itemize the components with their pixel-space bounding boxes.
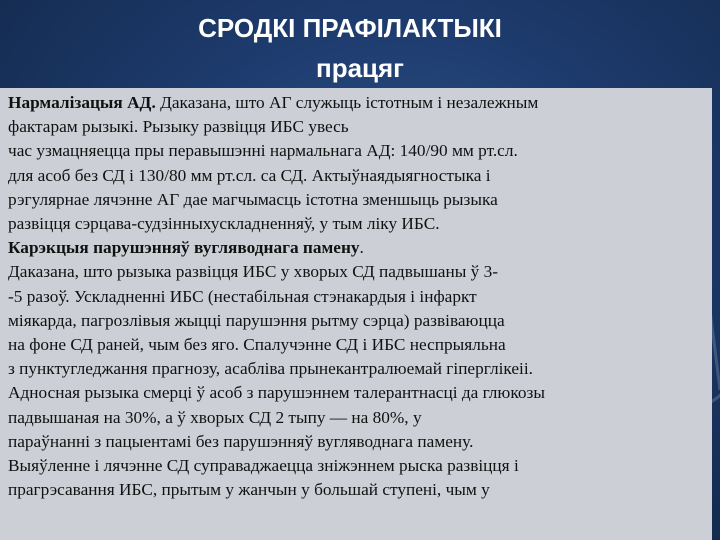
text-line-body: прагрэсавання ИБС, прытым у жанчын у большай ступені, чым у [8,480,490,500]
text-line [8,115,708,139]
text-line [8,139,708,163]
text-line-body: Даказана, што рызыка развіцця ИБС у хворых СД падвышаны ў 3- [8,262,498,282]
text-line-body: -5 разоў. Ускладненні ИБС (нестабільная стэнакардыя і інфаркт [8,286,477,306]
text-line [8,164,708,188]
text-line-body: час узмацняецца пры перавышэнні нармальнага АД: 140/90 мм рт.сл. [8,141,518,161]
text-line-body: развіцця сэрцава-судзінныхускладненняў, у тым ліку ИБС. [8,214,440,234]
text-line-body: Выяўленне і лячэнне СД суправаджаецца зніжэннем рыска развіцця і [8,456,519,476]
text-line-body: рэгулярнае лячэнне АГ дае магчымасць істотна зменшыць рызыка [8,189,498,209]
text-line [8,478,708,502]
text-line-body: на фоне СД раней, чым без яго. Спалучэнне СД і ИБС неспрыяльна [8,335,506,355]
text-line [8,333,708,357]
text-line [8,285,708,309]
text-line-body: Адносная рызыка смерці ў асоб з парушэннем талерантнасці да глюкозы [8,383,545,403]
text-line-body: падвышаная на 30%, а ў хворых СД 2 тыпу — на 80%, у [8,407,422,427]
content-panel [0,88,712,540]
text-line-body: фактарам рызыкі. Рызыку развіцця ИБС увесь [8,117,349,137]
text-line [8,309,708,333]
text-line-body: з пунктугледжання прагнозу, асабліва прынекантралюемай гіперглікеіі. [8,359,533,379]
text-line [8,260,708,284]
text-line [8,212,708,236]
text-line [8,91,708,115]
text-line [8,357,708,381]
text-line-body: параўнанні з пацыентамі без парушэнняў вугляводнага памену. [8,431,474,451]
text-line-bold: Нармалізацыя АД. [8,93,156,112]
text-line [8,454,708,478]
text-line [8,236,708,260]
slide-title-line1: СРОДКІ ПРАФІЛАКТЫКІ [198,13,502,43]
text-line [8,406,708,430]
text-line-body: міякарда, пагрозлівыя жыцці парушэння рытму сэрца) развіваюцца [8,310,505,330]
text-line-bold: Карэкцыя парушэнняў вугляводнага памену [8,238,360,258]
text-line [8,430,708,454]
text-line [8,381,708,405]
content-text [8,91,708,502]
text-line-body: Даказана, што АГ служыць істотным і незалежным [155,93,539,112]
text-line-body: для асоб без СД і 130/80 мм рт.сл. са СД. Актыўнаядыягностыка і [8,165,491,185]
slide-title-line2: працяг [315,53,405,83]
text-line-body: . [359,238,364,258]
text-line [8,188,708,212]
